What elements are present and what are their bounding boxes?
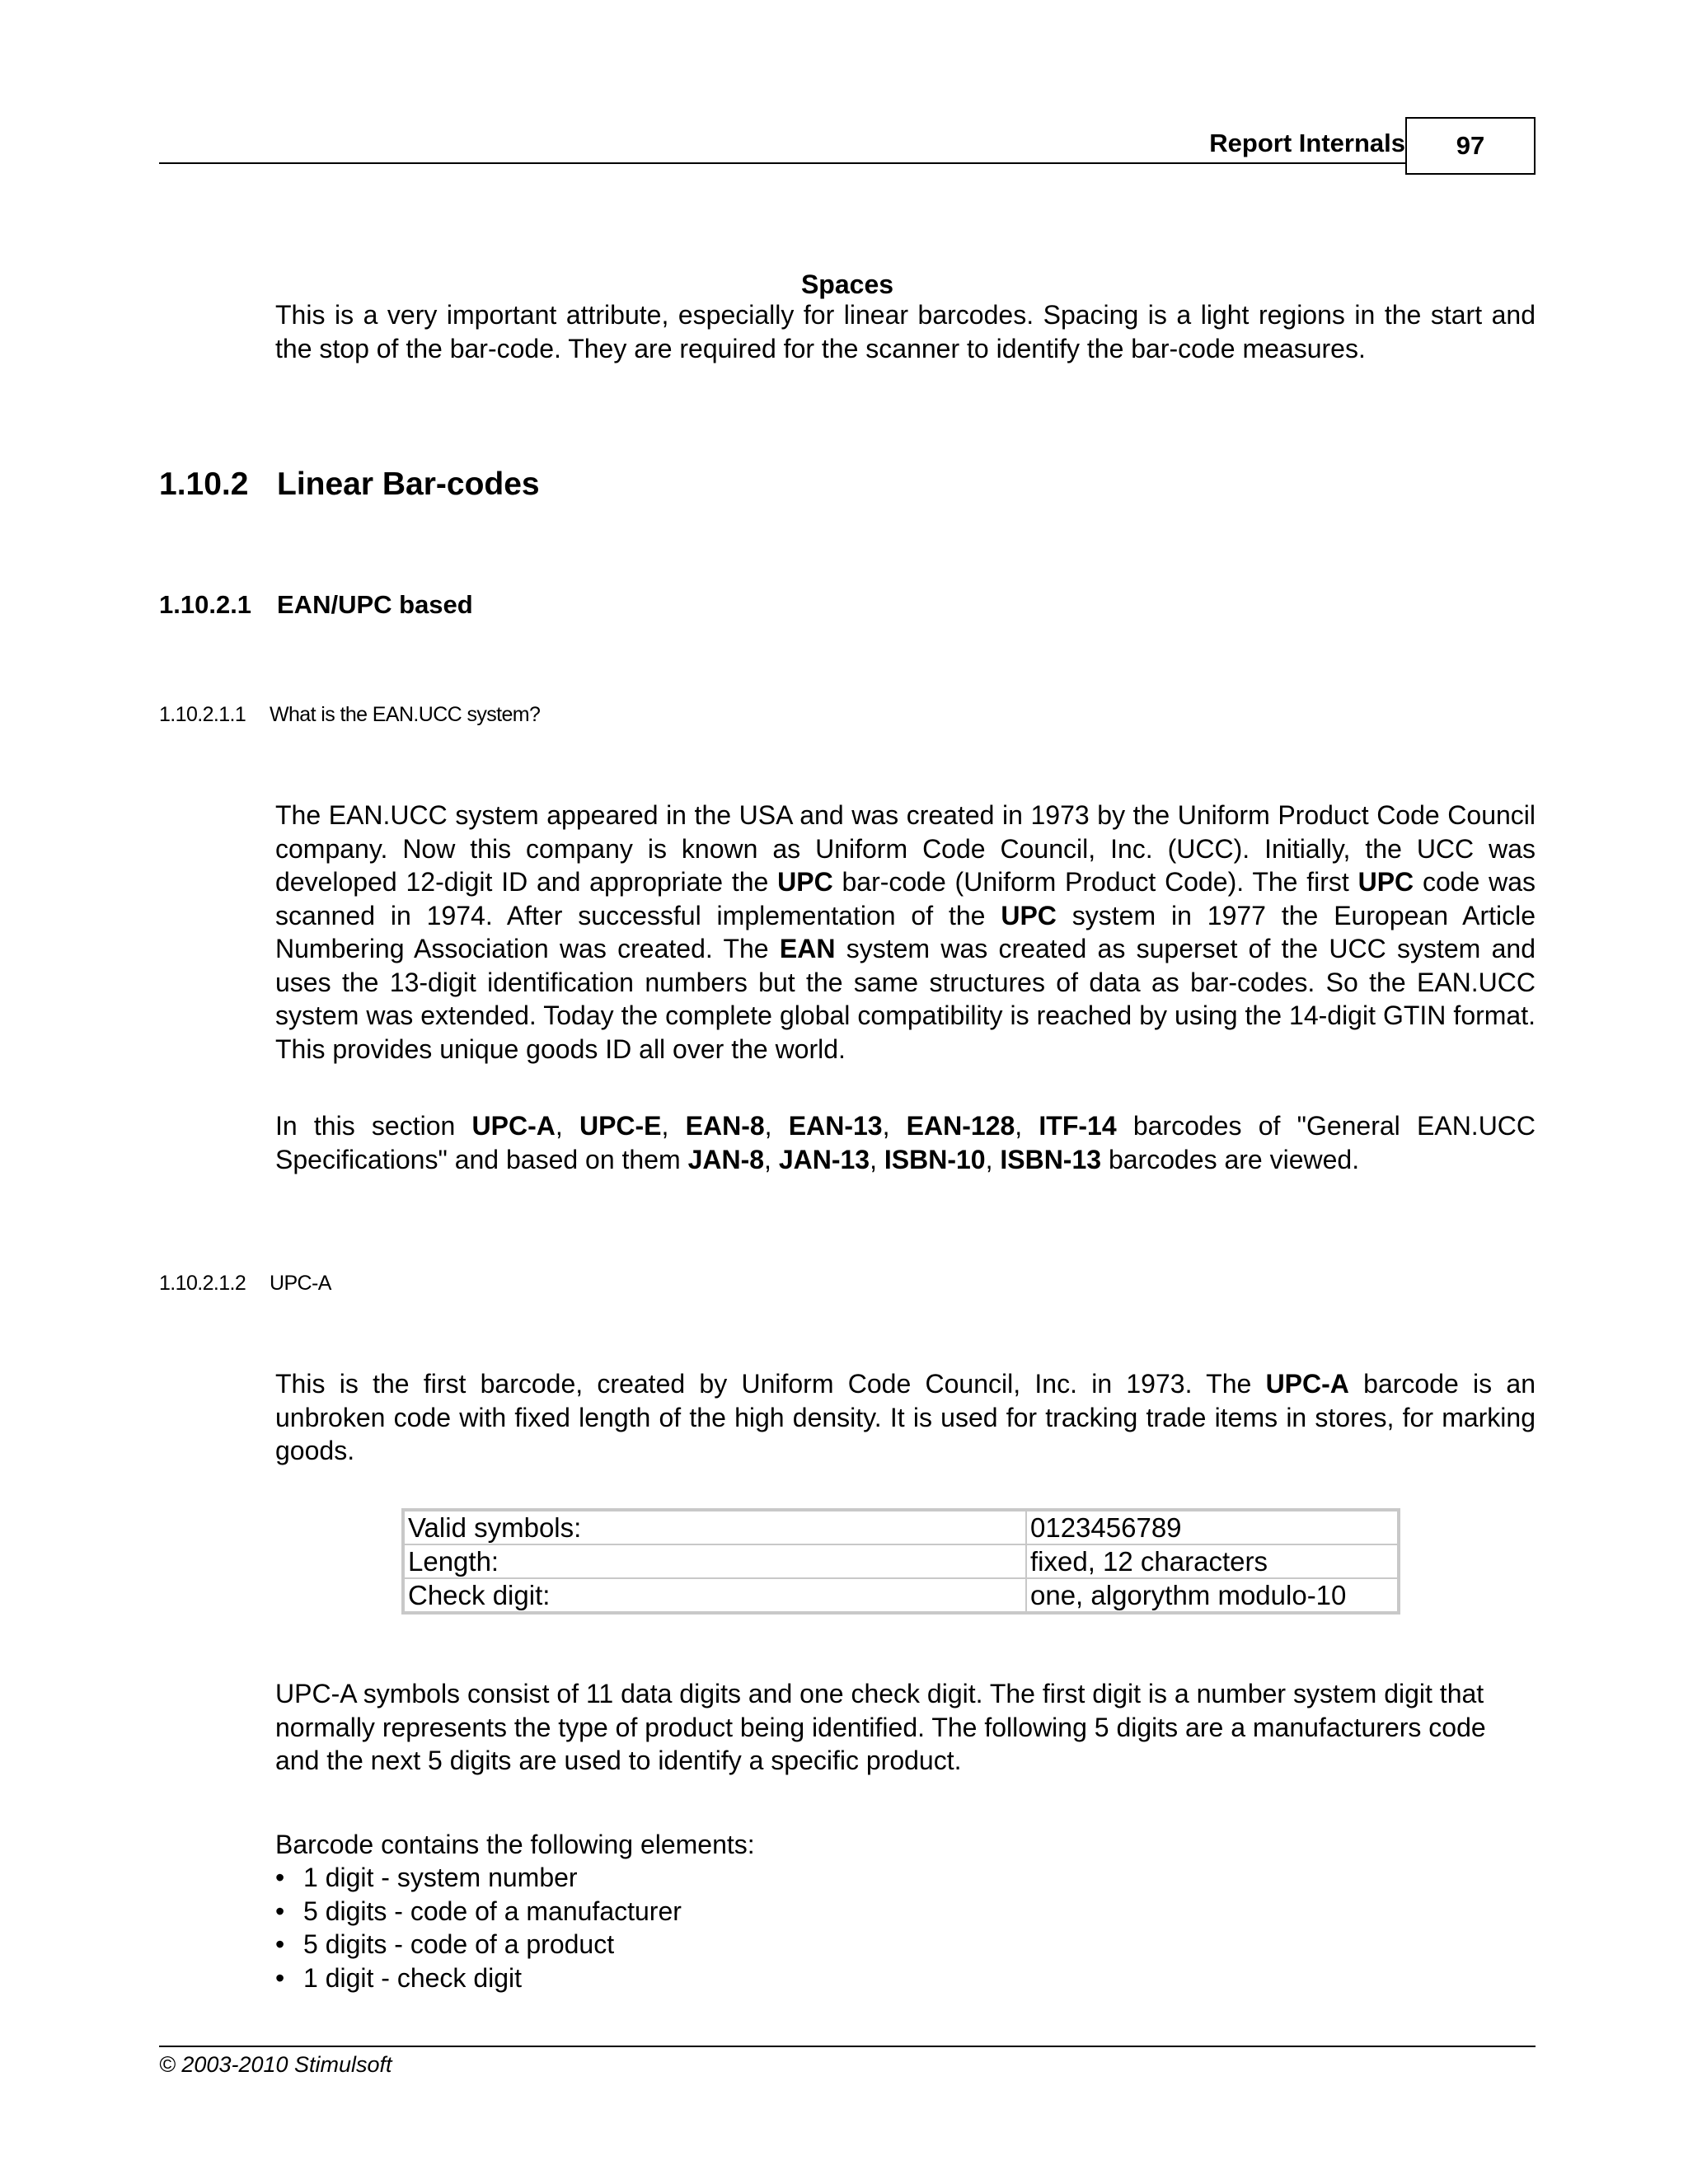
bold-term: UPC xyxy=(1357,867,1414,897)
header-divider xyxy=(159,162,1405,164)
bold-term: EAN-128 xyxy=(906,1111,1015,1141)
header-title: Report Internals xyxy=(1209,129,1405,157)
subsection-heading xyxy=(159,590,473,620)
table-cell-label: Length: xyxy=(403,1544,1026,1578)
topic-number: 1.10.2.1.1 xyxy=(159,703,246,726)
section-heading xyxy=(159,466,540,503)
table-row xyxy=(403,1510,1399,1544)
text-run: , xyxy=(985,1144,1001,1174)
bold-term: JAN-13 xyxy=(778,1144,870,1174)
table-cell-value: fixed, 12 characters xyxy=(1026,1544,1399,1578)
topic-heading-ean-ucc xyxy=(159,703,540,727)
subsection-number: 1.10.2.1 xyxy=(159,590,252,619)
text-run: , xyxy=(882,1111,907,1141)
text-run: system in 1977 the European Article Numbering Association was created. The xyxy=(275,900,1536,963)
text-run: , xyxy=(764,1111,789,1141)
topic-title: What is the EAN.UCC system? xyxy=(270,703,541,726)
list-item xyxy=(275,1961,682,1995)
text-run: code was scanned in 1974. After successful implementation of the xyxy=(275,867,1536,930)
text-run: bar-code (Uniform Product Code). The first xyxy=(832,867,1358,897)
text-run: system was created as superset of the UCC system and uses the 13-digit identification numbers but the same structures of data as bar-codes. So the EAN.UCC system was extended. Today the complete global compatibility is reached by using the 14-digit GTIN format. This provides unique goods ID all over the world. xyxy=(275,934,1536,1064)
list-item-text: 1 digit - check digit xyxy=(303,1962,523,1993)
table-cell-value: one, algorythm modulo-10 xyxy=(1026,1578,1399,1613)
elements-list xyxy=(275,1861,682,1994)
elements-intro: Barcode contains the following elements: xyxy=(275,1830,755,1859)
bold-term: JAN-8 xyxy=(687,1144,765,1174)
bold-term: EAN xyxy=(779,934,836,963)
bold-term: ISBN-10 xyxy=(884,1144,986,1174)
list-item xyxy=(275,1861,682,1895)
list-item-text: 1 digit - system number xyxy=(303,1863,578,1892)
list-item-text: 5 digits - code of a product xyxy=(303,1929,615,1959)
section-number: 1.10.2 xyxy=(159,466,249,502)
page-header xyxy=(0,0,1688,181)
bold-term: ITF-14 xyxy=(1039,1111,1117,1141)
section-title: Linear Bar-codes xyxy=(277,466,540,502)
text-run: , xyxy=(555,1111,579,1141)
bullet-icon: • xyxy=(275,1962,285,1993)
topic-heading-upc-a xyxy=(159,1272,331,1296)
bold-term: UPC-A xyxy=(471,1111,556,1141)
ean-ucc-paragraph xyxy=(275,799,1536,1066)
spaces-heading: Spaces xyxy=(800,269,894,299)
table-row xyxy=(403,1578,1399,1613)
text-run: , xyxy=(870,1144,884,1174)
bold-term: UPC-A xyxy=(1265,1369,1349,1399)
text-run: barcodes of "General EAN.UCC Specifications" and based on them xyxy=(275,1111,1536,1174)
subsection-title: EAN/UPC based xyxy=(277,590,473,619)
footer-copyright: © 2003-2010 Stimulsoft xyxy=(159,2052,392,2077)
text-run: barcode is an unbroken code with fixed length of the high density. It is used for tracking trade items in stores, for marking goods. xyxy=(275,1369,1536,1465)
bold-term: EAN-13 xyxy=(788,1111,883,1141)
list-item xyxy=(275,1895,682,1929)
text-run: , xyxy=(764,1144,779,1174)
bullet-icon: • xyxy=(275,1863,285,1892)
topic-title: UPC-A xyxy=(270,1272,331,1295)
table-row xyxy=(403,1544,1399,1578)
footer-divider xyxy=(159,2046,1536,2047)
upc-a-spec-table xyxy=(401,1508,1400,1615)
text-run: The EAN.UCC system appeared in the USA and was created in 1973 by the Uniform Product Code Council company. Now this company is known as Uniform Code Council, Inc. (UCC). Initially, the UCC was developed 12-digit ID and appropriate the xyxy=(275,800,1536,897)
bold-term: UPC xyxy=(777,867,833,897)
table-cell-label: Valid symbols: xyxy=(403,1510,1026,1544)
bullet-icon: • xyxy=(275,1929,285,1959)
bold-term: UPC xyxy=(1001,900,1057,930)
page-number: 97 xyxy=(1405,117,1536,175)
text-run: , xyxy=(661,1111,686,1141)
bold-term: EAN-8 xyxy=(685,1111,765,1141)
barcode-list-paragraph xyxy=(275,1109,1536,1176)
table-cell-label: Check digit: xyxy=(403,1578,1026,1613)
list-item xyxy=(275,1928,682,1961)
upc-a-intro-paragraph xyxy=(275,1367,1536,1468)
text-run: This is the first barcode, created by Uniform Code Council, Inc. in 1973. The xyxy=(275,1369,1266,1399)
text-run: barcodes are viewed. xyxy=(1101,1144,1360,1174)
list-item-text: 5 digits - code of a manufacturer xyxy=(303,1896,682,1926)
table-cell-value: 0123456789 xyxy=(1026,1510,1399,1544)
text-run: , xyxy=(1015,1111,1039,1141)
topic-number: 1.10.2.1.2 xyxy=(159,1272,246,1295)
text-run: In this section xyxy=(275,1111,472,1141)
bold-term: UPC-E xyxy=(579,1111,662,1141)
bullet-icon: • xyxy=(275,1896,285,1926)
spaces-paragraph: This is a very important attribute, especially for linear barcodes. Spacing is a light regions in the start and the stop of the bar-code. They are required for the scanner to identify the bar-code measures. xyxy=(275,300,1536,363)
bold-term: ISBN-13 xyxy=(1000,1144,1102,1174)
upc-a-structure-paragraph: UPC-A symbols consist of 11 data digits and one check digit. The first digit is a number system digit that normally represents the type of product being identified. The following 5 digits are a manufacturers code and the next 5 digits are used to identify a specific product. xyxy=(275,1679,1486,1775)
